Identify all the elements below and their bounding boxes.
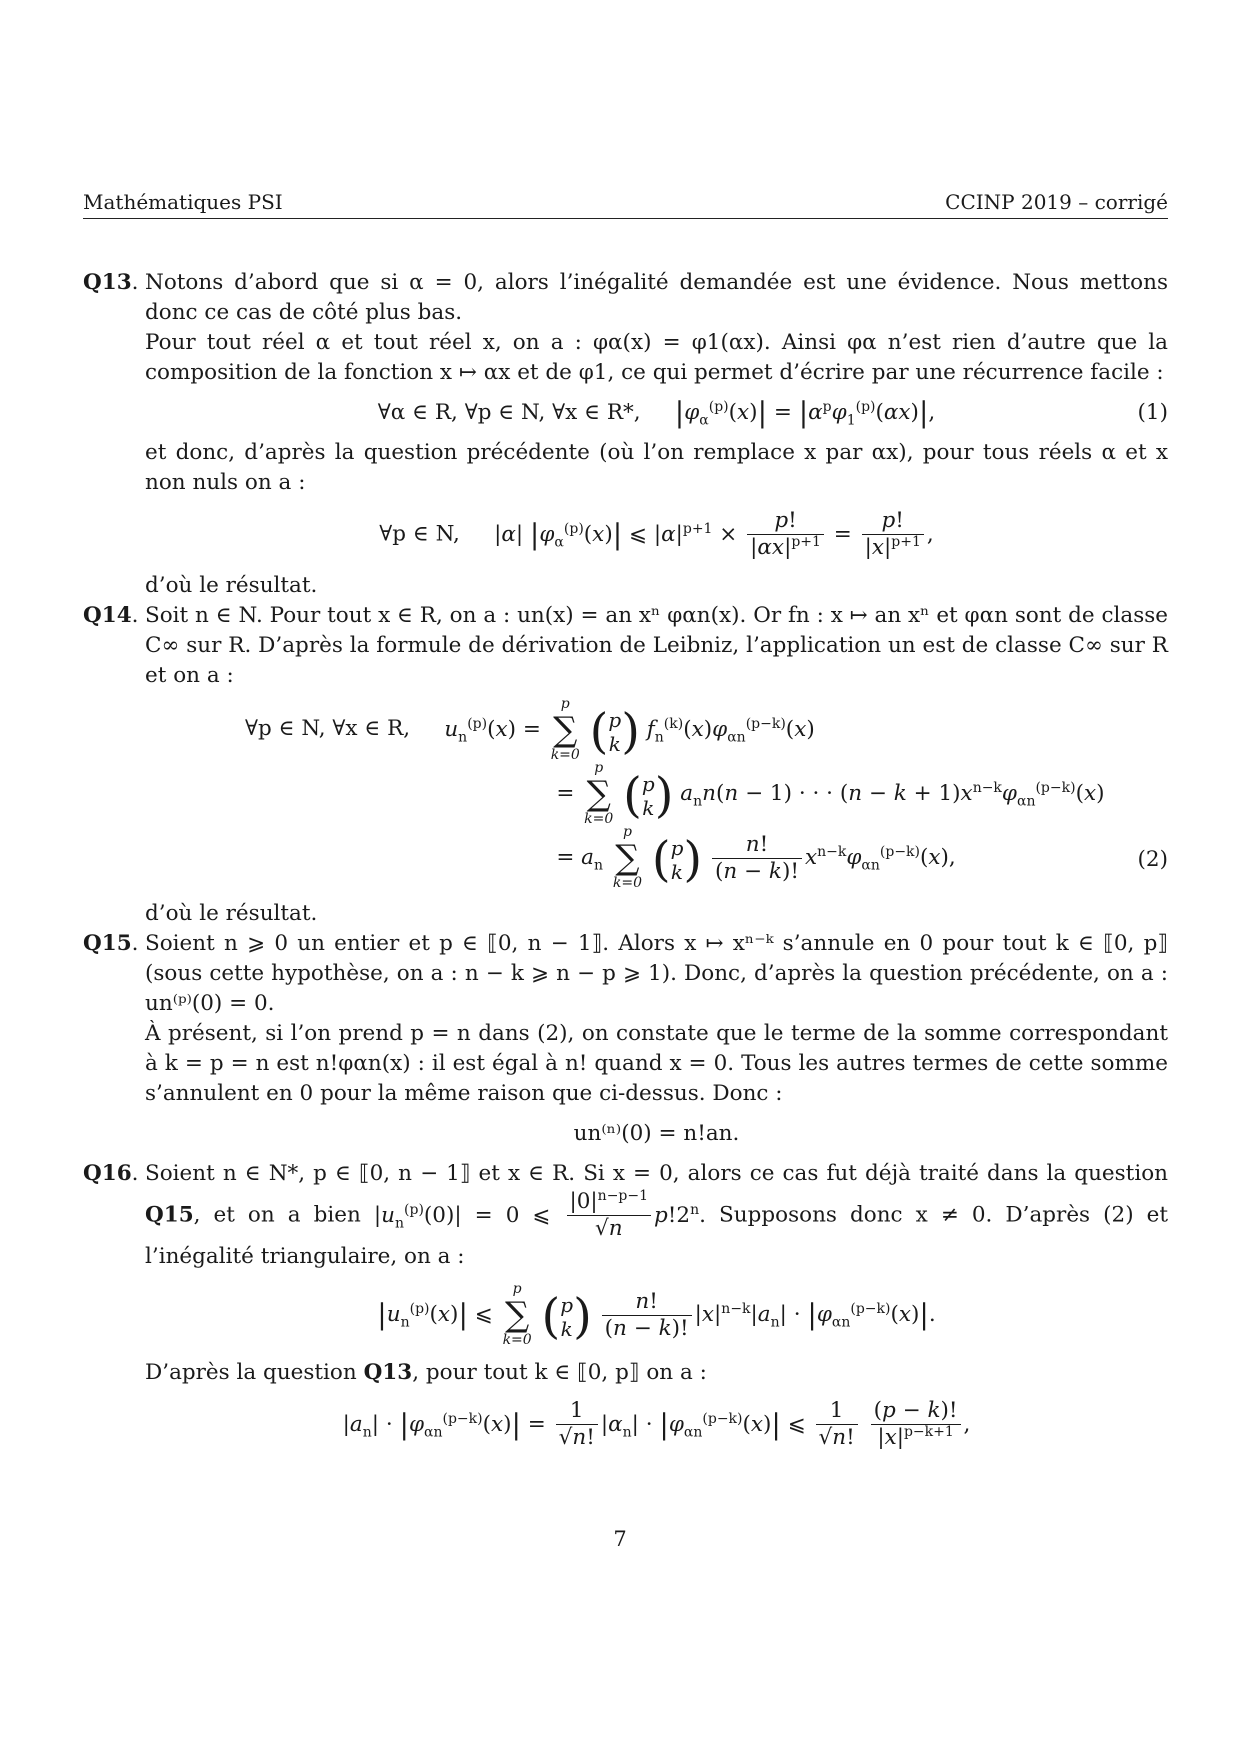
q13-paragraph-3: et donc, d’après la question précédente (où l’on remplace x par αx), pour tous réels α et x non nuls on a :	[145, 440, 1168, 495]
q14-paragraph-1: Soit n ∈ N. Pour tout x ∈ R, on a : un(x) = an xⁿ φαn(x). Or fn : x ↦ an xⁿ et φαn sont de classe C∞ sur R. D’après la formule de dérivation de Leibniz, l’application un est de classe C∞ sur R et on a :	[145, 603, 1168, 688]
question-q14	[83, 601, 1168, 929]
header-left: Mathématiques PSI	[83, 190, 283, 214]
equation-quantifiers: ∀p ∈ N, ∀x ∈ R,	[245, 716, 411, 741]
question-label: Q15.	[83, 931, 139, 956]
q13-paragraph-2: Pour tout réel α et tout réel x, on a : φα(x) = φ1(αx). Ainsi φα n’est rien d’autre que la composition de la fonction x ↦ αx et de φ1, ce qui permet d’écrire par une récurrence facile :	[145, 330, 1168, 385]
main-text	[83, 268, 1168, 1461]
q16-text-c: Supposons donc x ≠ 0. D’après (2) et l’inégalité triangulaire, on a :	[145, 1202, 1168, 1269]
inline-inequality: $|u_n^{(p)}(0)| = 0$ ⩽ $\frac{|0|^{n-p-1}}{√n}$ p!2$^n$.	[373, 1187, 706, 1241]
equation-1-quantifiers: ∀α ∈ R, ∀p ∈ N, ∀x ∈ R*,	[377, 400, 641, 425]
running-header	[83, 190, 1168, 220]
derivation-row-2: = p ∑ k=0 (p k) $a_nn(n - 1)$ · · · $(n - k + 1)x^{n-k}\varphi_{\alpha n}^{(p-k)}(x)$	[556, 760, 1105, 827]
equation-q16-triangle	[145, 1282, 1168, 1348]
q16-text-b: , et on a bien	[193, 1202, 361, 1228]
equation-q16-bound	[145, 1398, 1168, 1451]
question-q16	[83, 1159, 1168, 1451]
reference-q15: Q15	[145, 1202, 194, 1228]
equation-body: $|a_n| \cdot |\varphi_{\alpha n}^{(p-k)}(x)|$ = $\frac{1}{√n!}$ $|\alpha_n| \cdot |\varphi_{\alpha n}^{(p-k)}(x)|$ ⩽ $\frac{1}{√n!}$ $\frac{(p - k)!}{|x|^{p-k+1}}$ ,	[342, 1398, 971, 1450]
q14-paragraph-2: d’où le résultat.	[145, 901, 318, 926]
derivation-row-3: = $a_n$ p ∑ k=0 (p k) $\frac{n!}{(n - k)!}$ $x^{n-k}\varphi_{\alpha n}^{(p-k)}(x)$,	[556, 824, 956, 891]
reference-q13: Q13	[363, 1360, 413, 1385]
question-label: Q14.	[83, 603, 139, 628]
equation-number: (2)	[1137, 847, 1168, 872]
equation-quantifier: ∀p ∈ N,	[379, 521, 460, 547]
derivation-row-1: $u_n^{(p)}(x)$ = p ∑ k=0 (p k) $f_n^{(k)}(x)\varphi_{\alpha n}^{(p-k)}(x)$	[444, 696, 815, 763]
q16-text-a: Soient n ∈ N*, p ∈ ⟦0, n − 1⟧ et x ∈ R. Si x = 0, alors ce cas fut déjà traité dans la question	[145, 1161, 1168, 1186]
equation-q15	[145, 1119, 1168, 1149]
equation-q13-bound	[145, 508, 1168, 561]
q13-paragraph-1: Notons d’abord que si α = 0, alors l’inégalité demandée est une évidence. Nous mettons donc ce cas de côté plus bas.	[145, 270, 1168, 325]
leibniz-derivation	[444, 697, 1104, 889]
question-label: Q13.	[83, 270, 139, 295]
q16-text-e: , pour tout k ∈ ⟦0, p⟧ on a :	[412, 1360, 707, 1385]
equation-number: (1)	[1137, 400, 1168, 425]
q15-paragraph-2: À présent, si l’on prend p = n dans (2), on constate que le terme de la somme correspondant à k = p = n est n!φαn(x) : il est égal à n! quand x = 0. Tous les autres termes de cette somme s’annulent en 0 pour la même raison que ci-dessus. Donc :	[145, 1021, 1168, 1106]
equation-2	[145, 697, 1168, 889]
page-number: 7	[613, 1527, 627, 1551]
equation-body: |α| $|\varphi_\alpha^{(p)}(x)|$ ⩽ $|\alpha|^{p+1}$ × $\frac{p!}{|\alpha x|^{p+1}}$ = $\frac{p!}{|x|^{p+1}}$ ,	[494, 508, 934, 560]
equation-q15-body: un⁽ⁿ⁾(0) = n!an.	[573, 1121, 740, 1146]
equation-body: $|u_n^{(p)}(x)|$ ⩽ p ∑ k=0 (p k) $\frac{n!}{(n - k)!}$ $|x|^{n-k}|a_n| \cdot |\varphi_{\alpha n}^{(p-k)}(x)|$.	[377, 1281, 936, 1348]
q13-paragraph-4: d’où le résultat.	[145, 573, 318, 598]
header-rule	[83, 218, 1168, 219]
question-q13	[83, 268, 1168, 601]
question-q15	[83, 929, 1168, 1149]
q16-text-d: D’après la question	[145, 1360, 357, 1385]
equation-1	[145, 398, 1168, 428]
q16-paragraph-1	[145, 1159, 1168, 1272]
equation-1-body: $|\varphi_\alpha^{(p)}(x)| = |\alpha^p\varphi_1^{(p)}(\alpha x)|$,	[674, 396, 936, 429]
q15-paragraph-1: Soient n ⩾ 0 un entier et p ∈ ⟦0, n − 1⟧. Alors x ↦ xⁿ⁻ᵏ s’annule en 0 pour tout k ∈ ⟦0, p⟧ (sous cette hypothèse, on a : n − k ⩾ n − p ⩾ 1). Donc, d’après la question précédente, on a : un⁽ᵖ⁾(0) = 0.	[145, 931, 1168, 1016]
q16-paragraph-2	[145, 1358, 1168, 1388]
question-label: Q16.	[83, 1161, 139, 1186]
header-right: CCINP 2019 – corrigé	[945, 190, 1168, 214]
